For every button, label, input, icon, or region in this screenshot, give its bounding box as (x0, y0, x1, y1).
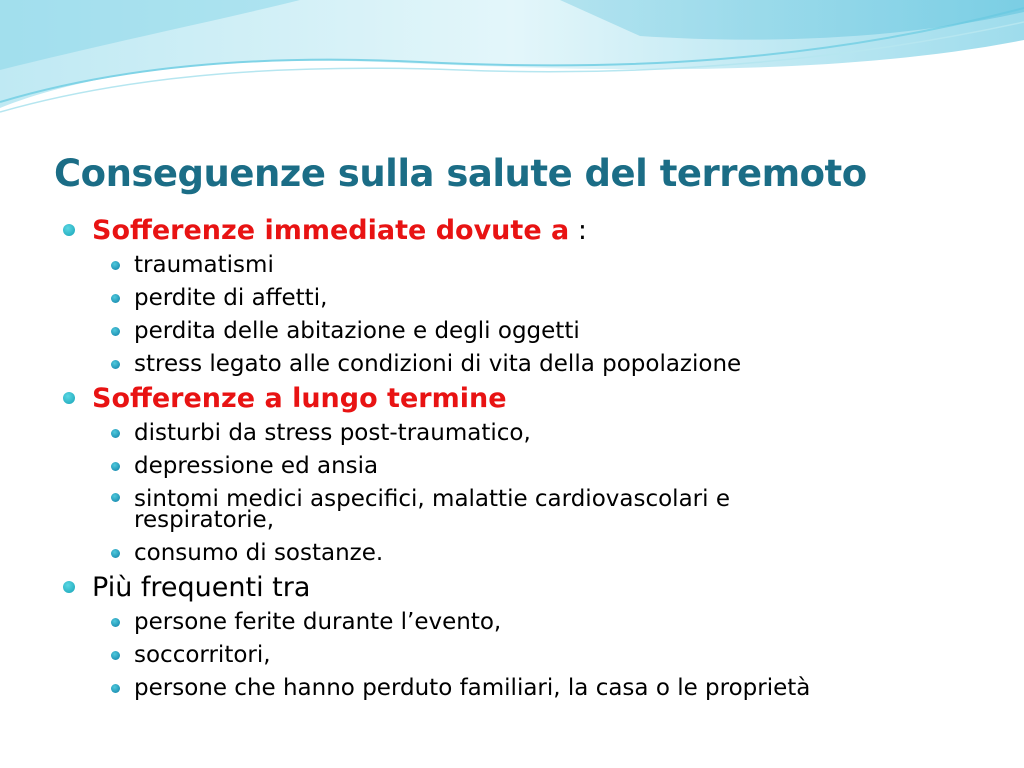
bullet-icon (111, 327, 120, 336)
bullet-icon (111, 360, 120, 369)
section-heading-text: Sofferenze a lungo termine (92, 383, 507, 414)
bullet-icon (111, 618, 120, 627)
list-item (62, 606, 1012, 639)
section-heading (62, 570, 1012, 606)
list-item-text: persone ferite durante l’evento, (134, 609, 502, 635)
slide-title: Conseguenze sulla salute del terremoto (54, 152, 867, 195)
list-item-text: perdita delle abitazione e degli oggetti (134, 318, 580, 344)
list-item-text: stress legato alle condizioni di vita della popolazione (134, 351, 742, 377)
header-wave-decoration (0, 0, 1024, 140)
list-item-text: persone che hanno perduto familiari, la casa o le proprietà (134, 675, 811, 701)
bullet-icon (111, 462, 120, 471)
list-item-text: traumatismi (134, 252, 274, 278)
list-item-text: perdite di affetti, (134, 285, 328, 311)
list-item (62, 315, 1012, 348)
bullet-icon (111, 651, 120, 660)
list-item (62, 672, 1012, 705)
list-item (62, 537, 1012, 570)
section-heading (62, 381, 1012, 417)
list-item-text: sintomi medici aspecifici, malattie cardiovascolari e respiratorie, (134, 486, 730, 533)
list-item (62, 639, 1012, 672)
list-item (62, 282, 1012, 315)
list-item (62, 417, 1012, 450)
bullet-icon (63, 392, 75, 404)
bullet-icon (111, 684, 120, 693)
bullet-icon (111, 294, 120, 303)
bullet-icon (111, 549, 120, 558)
list-item-text: soccorritori, (134, 642, 271, 668)
section-heading-text: Sofferenze immediate dovute a (92, 215, 570, 246)
section-heading-suffix: : (569, 215, 587, 246)
list-item-text: disturbi da stress post-traumatico, (134, 420, 531, 446)
section-heading-text: Più frequenti tra (92, 572, 311, 603)
bullet-icon (111, 429, 120, 438)
bullet-icon (63, 224, 75, 236)
bullet-icon (111, 493, 120, 502)
bullet-icon (111, 261, 120, 270)
list-item (62, 483, 854, 537)
slide-content (62, 213, 1012, 705)
list-item-text: consumo di sostanze. (134, 540, 384, 566)
list-item (62, 348, 1012, 381)
bullet-icon (63, 581, 75, 593)
list-item-text: depressione ed ansia (134, 453, 379, 479)
list-item (62, 450, 1012, 483)
section-heading (62, 213, 1012, 249)
list-item (62, 249, 1012, 282)
